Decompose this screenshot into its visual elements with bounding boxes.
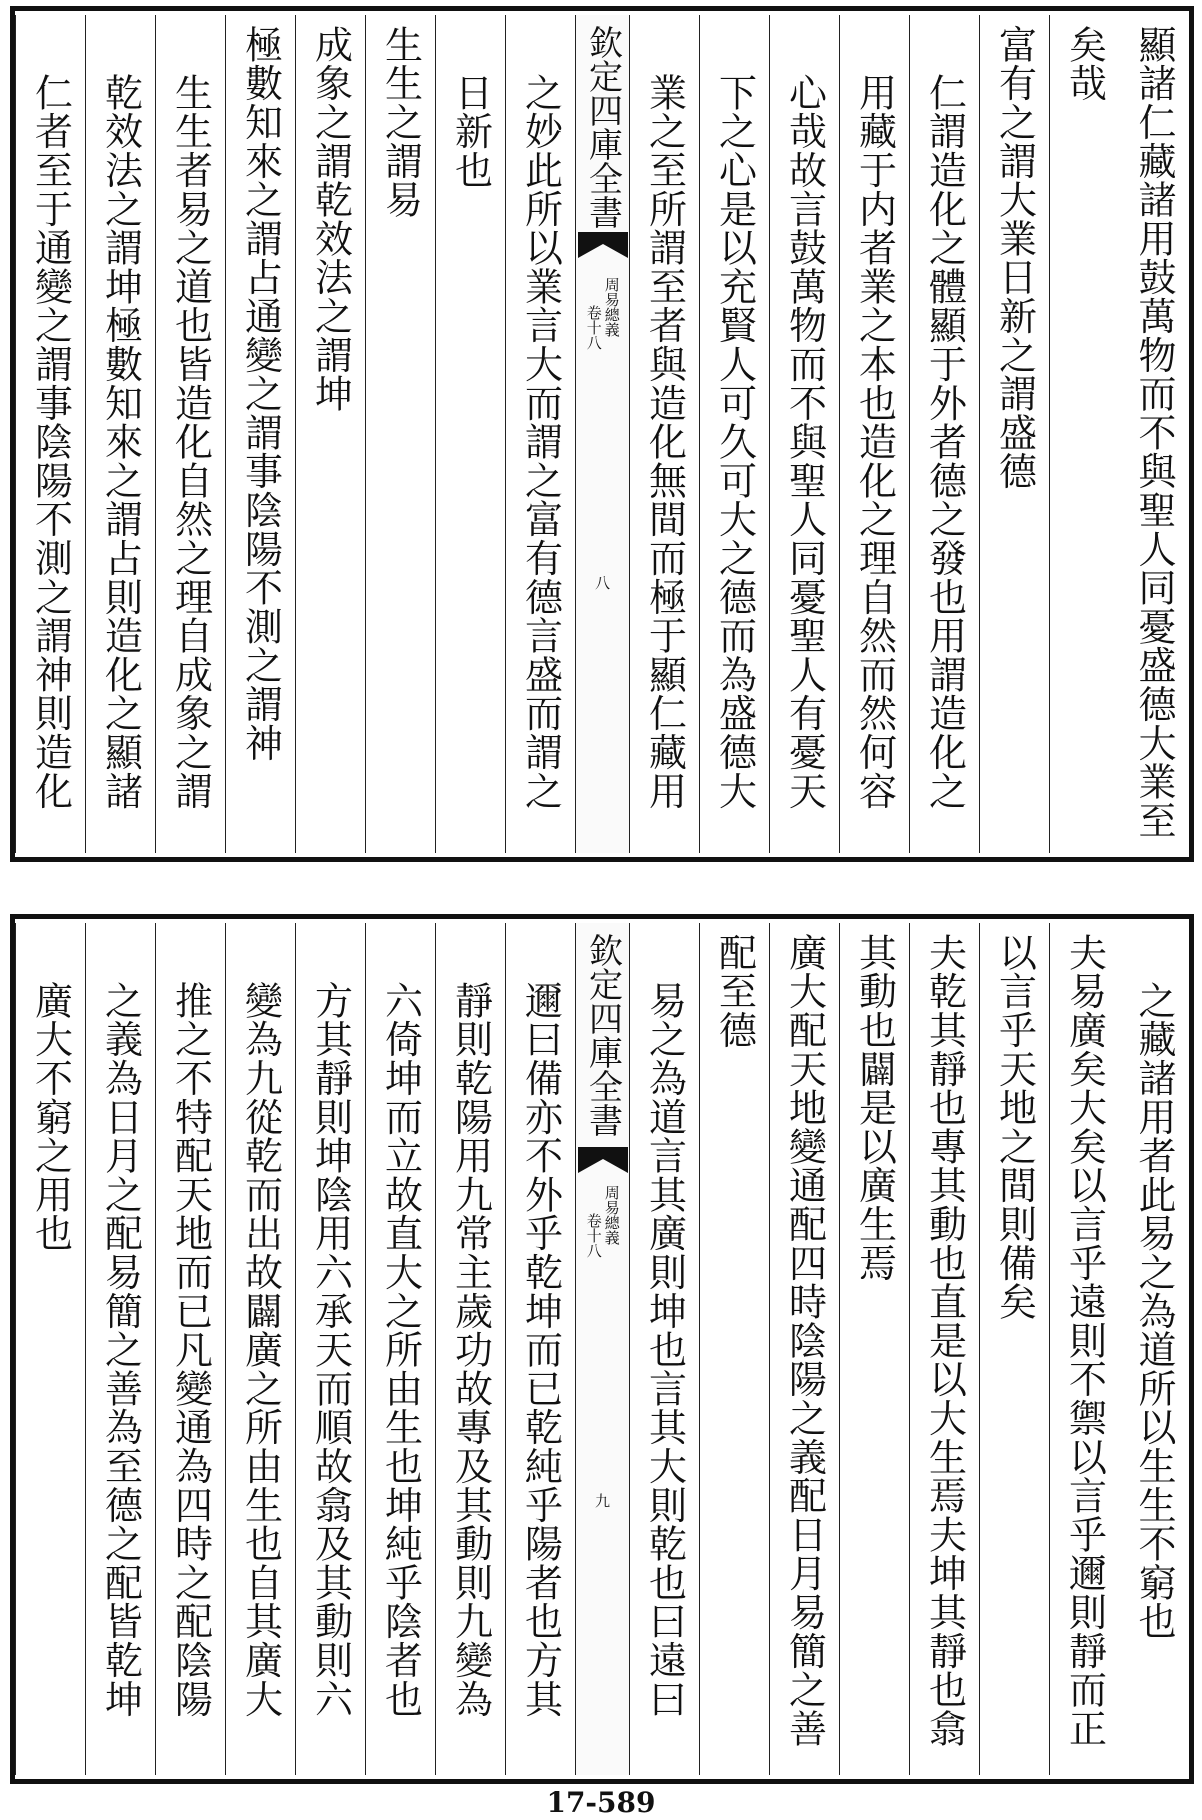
text-column: [769, 15, 839, 853]
commentary-text: 靜則乾陽用九常主歲功故專及其動則九變為: [448, 981, 493, 1719]
text-column: [15, 15, 85, 853]
text-column: [435, 923, 505, 1775]
commentary-text: 生生者易之道也皆造化自然之理自成象之謂: [168, 73, 213, 811]
center-fold-banner: [575, 923, 629, 1775]
banner-volume: 卷十八: [584, 1213, 603, 1258]
commentary-text: 仁者至于通變之謂事陰陽不測之謂神則造化: [28, 73, 73, 811]
text-column: [365, 923, 435, 1775]
text-column: [1049, 923, 1119, 1775]
text-column: [505, 15, 575, 853]
commentary-text: 之義為日月之配易簡之善為至德之配皆乾坤: [98, 981, 143, 1719]
text-column: [85, 923, 155, 1775]
classic-text: 成象之謂乾效法之謂坤: [308, 25, 353, 413]
classic-text: 配至德: [712, 933, 757, 1050]
text-column: [155, 923, 225, 1775]
text-column: [295, 923, 365, 1775]
classic-text: 夫乾其靜也專其動也直是以大生焉夫坤其靜也翕: [922, 933, 967, 1748]
classic-text: 生生之謂易: [378, 25, 423, 219]
classic-text: 以言乎天地之間則備矣: [992, 933, 1037, 1321]
classic-text: 夫易廣矣大矣以言乎遠則不禦以言乎邇則靜而正: [1062, 933, 1107, 1748]
banner-book-title: 周易總義: [602, 1185, 621, 1245]
text-column: [699, 923, 769, 1775]
commentary-text: 乾效法之謂坤極數知來之謂占則造化之顯諸: [98, 73, 143, 811]
text-column: [85, 15, 155, 853]
text-column: [839, 923, 909, 1775]
classic-text: 廣大配天地變通配四時陰陽之義配日月易簡之善: [782, 933, 827, 1748]
classic-text: 極數知來之謂占通變之謂事陰陽不測之謂神: [238, 25, 283, 763]
text-column: [839, 15, 909, 853]
commentary-text: 之妙此所以業言大而謂之富有德言盛而謂之: [518, 73, 563, 811]
text-column: [295, 15, 365, 853]
text-column: [909, 923, 979, 1775]
text-column: [225, 923, 295, 1775]
text-column: [1119, 15, 1189, 853]
text-column: [979, 923, 1049, 1775]
text-column: [1119, 923, 1189, 1775]
classic-text: 其動也闢是以廣生焉: [852, 933, 897, 1283]
banner-book-title: 周易總義: [602, 277, 621, 337]
text-column: [225, 15, 295, 853]
bottom-page: [10, 914, 1194, 1784]
commentary-text: 用藏于内者業之本也造化之理自然而然何容: [852, 73, 897, 811]
text-column: [699, 15, 769, 853]
center-fold-banner: [575, 15, 629, 853]
commentary-text: 方其靜則坤陰用六承天而順故翕及其動則六: [308, 981, 353, 1719]
commentary-text: 心哉故言鼓萬物而不與聖人同憂聖人有憂天: [782, 73, 827, 811]
text-column: [979, 15, 1049, 853]
commentary-text: 廣大不窮之用也: [28, 981, 73, 1253]
top-page: [10, 6, 1194, 862]
classic-text: 富有之謂大業日新之謂盛德: [992, 25, 1037, 491]
fishtail-mark-icon: [576, 1145, 630, 1175]
page-number: 17-589: [546, 1786, 656, 1819]
text-column: [629, 923, 699, 1775]
banner-volume: 卷十八: [584, 305, 603, 350]
commentary-text: 邇曰備亦不外乎乾坤而已乾純乎陽者也方其: [518, 981, 563, 1719]
commentary-text: 仁謂造化之體顯于外者德之發也用謂造化之: [922, 73, 967, 811]
text-column: [435, 15, 505, 853]
classic-text: 顯諸仁藏諸用鼓萬物而不與聖人同憂盛德大業至: [1132, 25, 1176, 840]
commentary-text: 之藏諸用者此易之為道所以生生不窮也: [1132, 981, 1176, 1641]
banner-title: 欽定四庫全書: [582, 25, 623, 229]
text-column: [629, 15, 699, 853]
banner-title: 欽定四庫全書: [582, 933, 623, 1137]
text-column: [15, 923, 85, 1775]
fishtail-mark-icon: [576, 230, 630, 260]
text-column: [769, 923, 839, 1775]
text-column: [1049, 15, 1119, 853]
commentary-text: 下之心是以充賢人可久可大之德而為盛德大: [712, 73, 757, 811]
text-column: [365, 15, 435, 853]
commentary-text: 推之不特配天地而已凡變通為四時之配陰陽: [168, 981, 213, 1719]
classic-text: 矣哉: [1062, 25, 1107, 103]
folio-number: 九: [593, 1493, 611, 1508]
commentary-text: 六倚坤而立故直大之所由生也坤純乎陰者也: [378, 981, 423, 1719]
text-column: [909, 15, 979, 853]
commentary-text: 易之為道言其廣則坤也言其大則乾也曰遠曰: [642, 981, 687, 1719]
text-column: [505, 923, 575, 1775]
commentary-text: 日新也: [448, 73, 493, 190]
commentary-text: 變為九從乾而出故闢廣之所由生也自其廣大: [238, 981, 283, 1719]
text-column: [155, 15, 225, 853]
folio-number: 八: [593, 575, 611, 590]
commentary-text: 業之至所謂至者與造化無間而極于顯仁藏用: [642, 73, 687, 811]
